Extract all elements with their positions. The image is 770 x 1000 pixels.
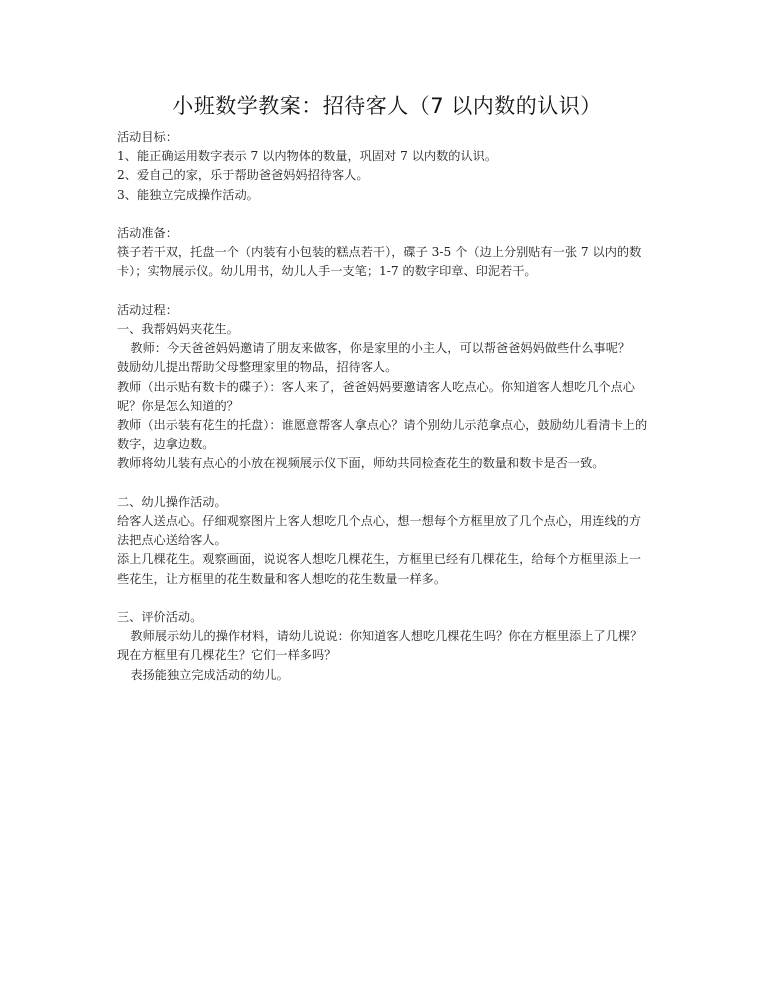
spacer [117, 589, 651, 608]
spacer [117, 474, 651, 493]
spacer [117, 282, 651, 301]
goal-item: 2、爱自己的家，乐于帮助爸爸妈妈招待客人。 [117, 168, 369, 183]
section-3-paragraph: 表扬能独立完成活动的幼儿。 [130, 667, 289, 682]
section-3-paragraph: 教师展示幼儿的操作材料，请幼儿说说：你知道客人想吃几棵花生吗？你在方框里添上了几棵？现在方框里有几棵花生？它们一样多吗？ [117, 629, 643, 663]
prep-text: 筷子若干双，托盘一个（内装有小包装的糕点若干），碟子 3-5 个（边上分别贴有一张 7 以内的数卡）；实物展示仪。幼儿用书，幼儿人手一支笔；1-7 的数字印章、印泥若干。 [117, 245, 642, 279]
goals-heading: 活动目标： [117, 130, 178, 144]
section-1-paragraph: 鼓励幼儿提出帮助父母整理家里的物品，招待客人。 [117, 360, 398, 375]
section-2-title: 二、幼儿操作活动。 [117, 494, 227, 509]
process-heading: 活动过程： [117, 302, 178, 317]
goal-item: 3、能独立完成操作活动。 [117, 187, 259, 202]
section-1-title: 一、我帮妈妈夹花生。 [117, 322, 239, 336]
prep-heading: 活动准备： [117, 226, 178, 240]
section-3-title: 三、评价活动。 [117, 610, 203, 625]
section-1-paragraph: 教师（出示装有花生的托盘）：谁愿意帮客人拿点心？请个别幼儿示范拿点心，鼓励幼儿看清卡上的数字，边拿边数。 [117, 418, 648, 452]
section-2-paragraph: 给客人送点心。仔细观察图片上客人想吃几个点心，想一想每个方框里放了几个点心，用连线的方法把点心送给客人。 [117, 514, 642, 548]
section-1-paragraph: 教师（出示贴有数卡的碟子）：客人来了，爸爸妈妈要邀请客人吃点心。你知道客人想吃几个点心呢？你是怎么知道的？ [117, 379, 635, 413]
spacer [117, 205, 651, 224]
section-2-paragraph: 添上几棵花生。观察画面，说说客人想吃几棵花生，方框里已经有几棵花生，给每个方框里添上一些花生，让方框里的花生数量和客人想吃的花生数量一样多。 [117, 552, 642, 586]
section-1-paragraph: 教师：今天爸爸妈妈邀请了朋友来做客，你是家里的小主人，可以帮爸爸妈妈做些什么事呢？ [130, 341, 631, 356]
document-page [117, 92, 651, 685]
document-title: 小班数学教案：招待客人（7 以内数的认识） [172, 94, 602, 118]
section-1-paragraph: 教师将幼儿装有点心的小放在视频展示仪下面，师幼共同检查花生的数量和数卡是否一致。 [117, 456, 605, 471]
goal-item: 1、能正确运用数字表示 7 以内物体的数量，巩固对 7 以内数的认识。 [117, 149, 498, 164]
